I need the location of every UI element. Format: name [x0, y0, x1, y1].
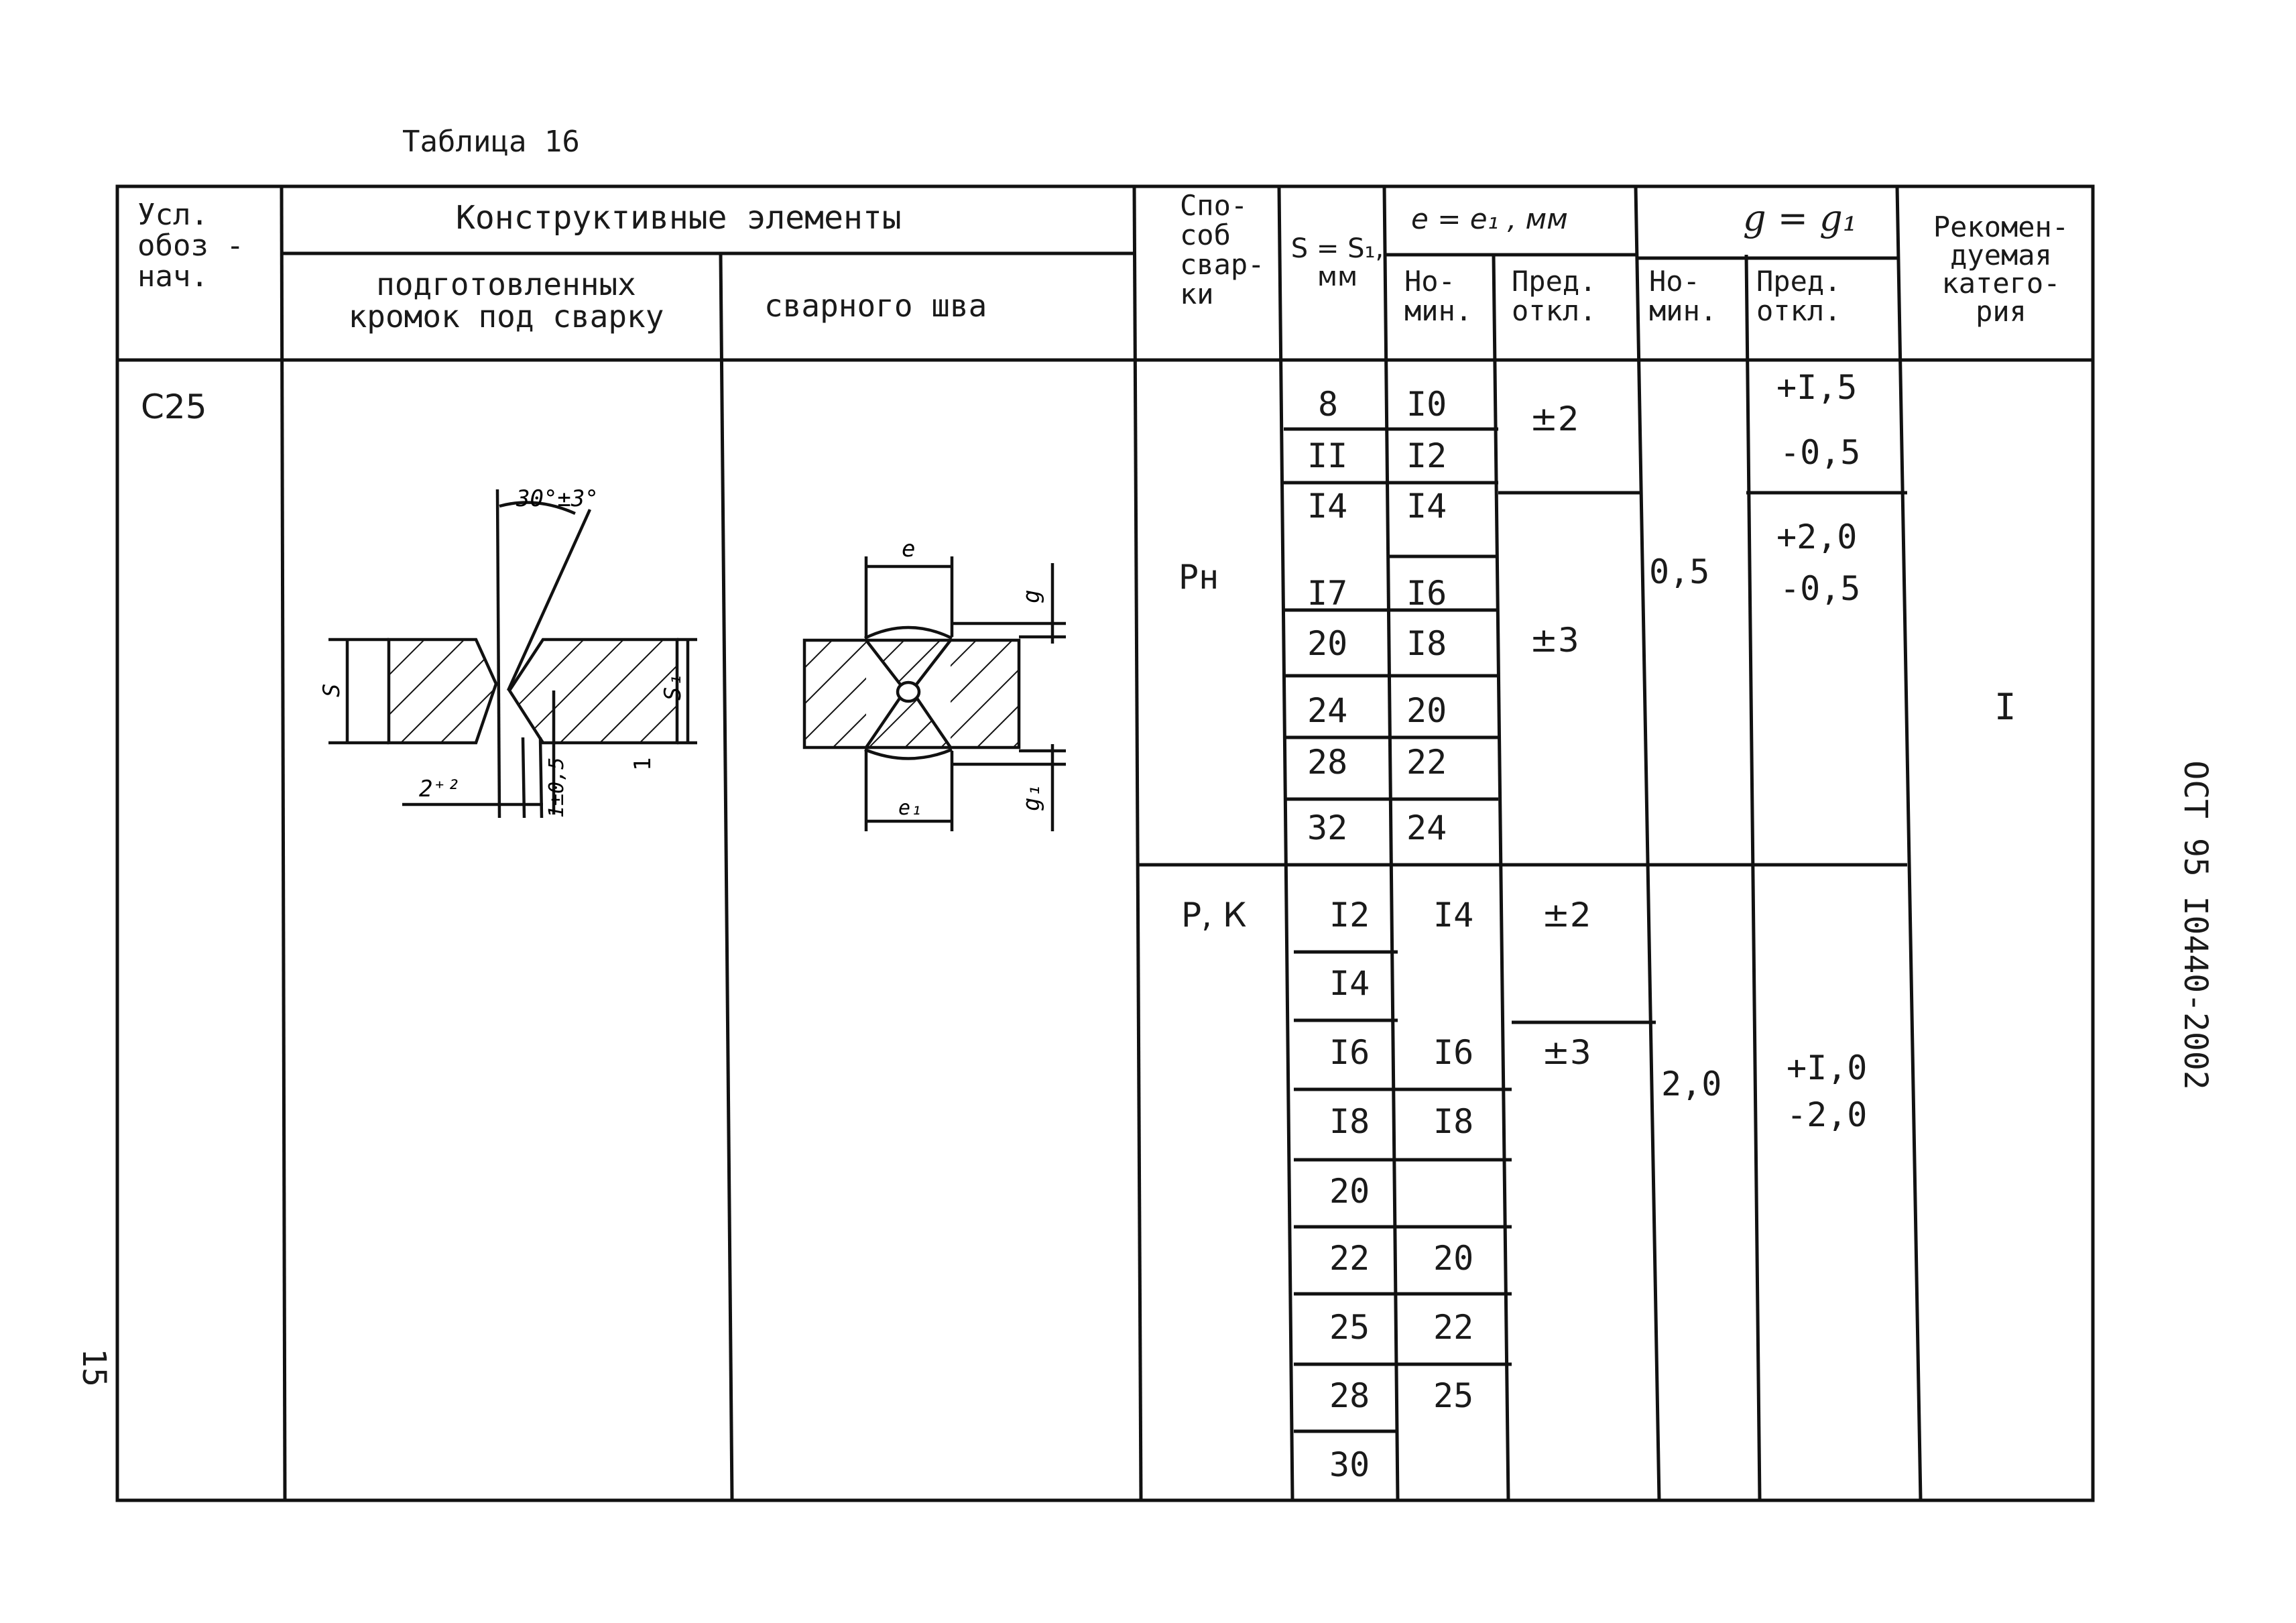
g-label: g: [1018, 589, 1045, 603]
s-value: 32: [1307, 808, 1348, 847]
header-g-nom: Но- мин.: [1649, 265, 1717, 328]
e-value: I2: [1406, 436, 1447, 475]
e-value: I8: [1433, 1102, 1474, 1141]
header-e-nom: Но- мин.: [1404, 265, 1473, 328]
e-value: 22: [1433, 1308, 1474, 1347]
s1-label: S₁: [660, 673, 686, 701]
e-value: I6: [1433, 1033, 1474, 1072]
side-label-wrap: [2177, 760, 2222, 1090]
method-rn: Рн: [1179, 558, 1219, 597]
header-designation: Усл. обоз - нач.: [137, 198, 244, 294]
header-g-group: g = g₁: [1743, 197, 1858, 239]
e-label: e: [902, 536, 916, 562]
s-value: I2: [1329, 896, 1370, 935]
header-e-dev: Пред. откл.: [1512, 265, 1597, 328]
e-value: I4: [1406, 487, 1447, 526]
g-dev-value: -2,0: [1787, 1095, 1868, 1134]
s-value: I4: [1329, 964, 1370, 1003]
e-value: I0: [1406, 385, 1447, 424]
e-value: 24: [1406, 808, 1447, 847]
side-label: ОСТ 95 I0440-2002: [2177, 760, 2214, 1090]
header-category: Рекомен- дуемая катего- рия: [1933, 211, 2069, 328]
method-rk: Р, К: [1181, 896, 1247, 935]
s-value: 8: [1318, 385, 1339, 424]
page-number-wrap: [75, 1348, 121, 1394]
s-value: 20: [1329, 1172, 1370, 1211]
header-thickness: S = S₁, мм: [1290, 233, 1384, 292]
g-dev-value: -0,5: [1780, 569, 1861, 608]
e-value: I4: [1433, 896, 1474, 935]
mark-label: 1: [629, 757, 656, 771]
s-value: 30: [1329, 1445, 1370, 1484]
s-value: I4: [1307, 487, 1348, 526]
e-dev-value: ±3: [1542, 1033, 1591, 1072]
e-value: I6: [1406, 574, 1447, 613]
angle-label: 30°±3°: [516, 485, 599, 512]
s-label: S: [318, 683, 345, 697]
e-value: 20: [1406, 691, 1447, 730]
s-value: I7: [1307, 574, 1348, 613]
face-label: 1±0,5: [545, 757, 568, 818]
s-value: 22: [1329, 1239, 1370, 1278]
g-dev-value: +I,5: [1776, 368, 1858, 407]
header-e-group: e = e₁ , мм: [1411, 202, 1568, 235]
header-method: Спо- соб свар- ки: [1180, 189, 1265, 311]
table-caption: Таблица 16: [402, 125, 580, 159]
g-dev-value: +I,0: [1787, 1048, 1868, 1087]
g-nom-value: 0,5: [1649, 552, 1710, 591]
s-value: 25: [1329, 1308, 1370, 1347]
e-value: 20: [1433, 1239, 1474, 1278]
s-value: 28: [1329, 1376, 1370, 1415]
s-value: II: [1307, 436, 1348, 475]
header-weld-seam: сварного шва: [764, 288, 987, 324]
e-value: 22: [1406, 743, 1447, 782]
weld-seam-drawing: [791, 536, 1086, 845]
g-nom-value: 2,0: [1661, 1065, 1722, 1103]
s-value: 24: [1307, 691, 1348, 730]
s-value: 28: [1307, 743, 1348, 782]
prepared-edges-drawing: [315, 469, 704, 845]
g1-label: g₁: [1018, 784, 1045, 811]
e-value: I8: [1406, 624, 1447, 663]
s-value: 20: [1307, 624, 1348, 663]
s-value: I6: [1329, 1033, 1370, 1072]
e-dev-value: ±2: [1530, 400, 1579, 438]
e1-label: e₁: [898, 796, 923, 820]
s-value: I8: [1329, 1102, 1370, 1141]
g-dev-value: +2,0: [1776, 518, 1858, 556]
designation-value: С25: [141, 387, 207, 426]
category-value: I: [1994, 686, 2016, 728]
header-constructive-elements: Конструктивные элементы: [456, 199, 902, 237]
e-dev-value: ±2: [1542, 896, 1591, 935]
g-dev-value: -0,5: [1780, 433, 1861, 472]
header-g-dev: Пред. откл.: [1756, 265, 1841, 328]
e-dev-value: ±3: [1530, 621, 1579, 660]
e-value: 25: [1433, 1376, 1474, 1415]
gap-label: 2⁺²: [419, 776, 461, 802]
header-prepared-edges: подготовленных кромок под сварку: [348, 266, 664, 335]
page-number: 15: [75, 1348, 113, 1387]
